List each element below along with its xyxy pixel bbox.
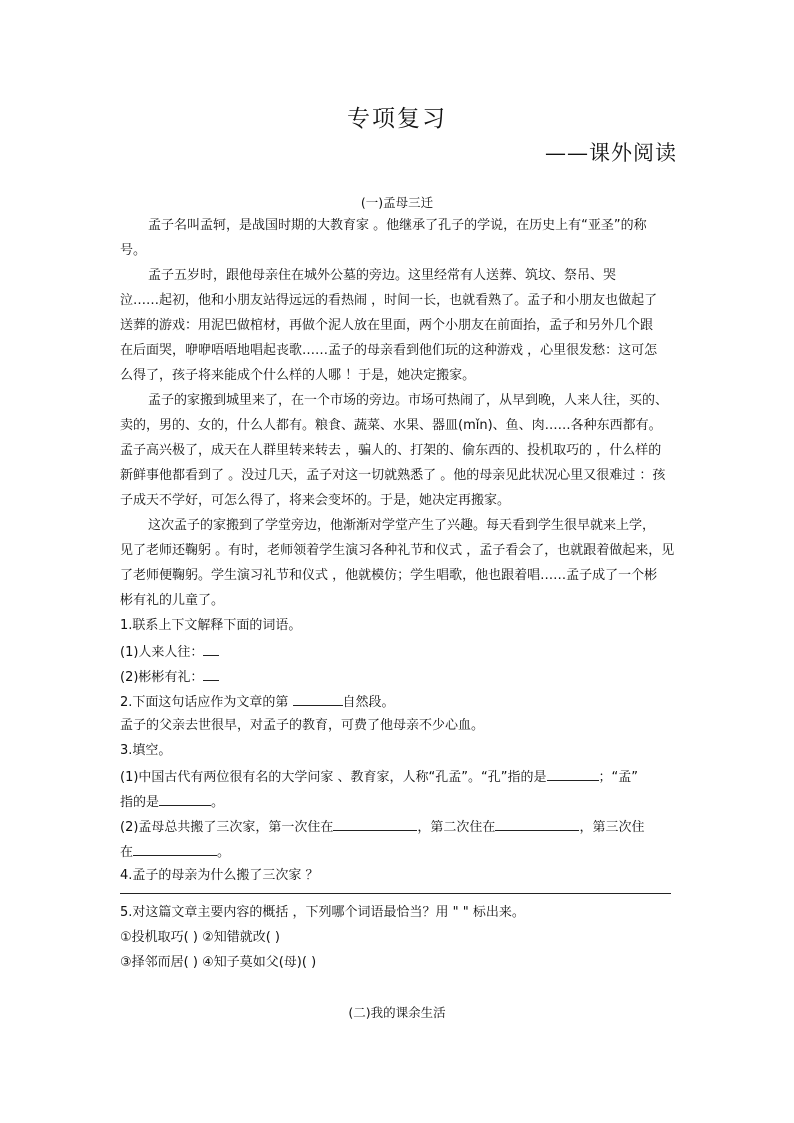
question-3a <box>120 768 638 786</box>
paragraph-line: 么得了，孩子将来能成个什么样的人哪 ！于是，她决定搬家。 <box>120 368 476 383</box>
answer-blank[interactable] <box>133 843 217 856</box>
question-3a2-suffix: 。 <box>211 795 225 810</box>
question-1b <box>120 668 219 686</box>
paragraph-line: 送葬的游戏：用泥巴做棺材，再做个泥人放在里面，两个小朋友在前面抬，孟子和另外几个跟 <box>120 318 654 333</box>
question-1a <box>120 643 219 661</box>
question-3a-text: (1)中国古代有两位很有名的大学问家 、教育家，人称“孔孟”。“孔”指的是 <box>120 770 547 785</box>
question-2-sentence: 孟子的父亲去世很早，对孟子的教育，可费了他母亲不少心血。 <box>120 718 485 733</box>
question-3b-mid1: ，第二次住在 <box>417 820 496 835</box>
paragraph-line: 孟子五岁时，跟他母亲住在城外公墓的旁边。这里经常有人送葬、筑坟、祭吊、哭 <box>148 268 617 283</box>
question-3a-mid: ；“孟” <box>598 770 638 785</box>
question-5: 5.对这篇文章主要内容的概括 ，下列哪个词语最恰当？用 " " 标出来。 <box>120 905 525 920</box>
question-3a-cont <box>120 793 224 811</box>
answer-blank[interactable] <box>495 818 579 831</box>
paragraph-line: 孟子名叫孟轲，是战国时期的大教育家 。他继承了孔子的学说，在历史上有“亚圣”的称 <box>148 218 647 233</box>
page-title: 专项复习 <box>347 106 447 132</box>
question-3b2-suffix: 。 <box>217 845 231 860</box>
question-3a2-text: 指的是 <box>120 795 160 810</box>
question-1a-text: (1)人来人往： <box>120 645 204 660</box>
question-2-text: 2.下面这句话应作为文章的第 <box>120 695 293 710</box>
paragraph-line: 彬有礼的儿童了。 <box>120 593 225 608</box>
question-5-options-row-1: ①投机取巧( ) ②知错就改( ) <box>120 930 280 945</box>
question-1b-text: (2)彬彬有礼： <box>120 670 204 685</box>
question-3b <box>120 818 644 836</box>
paragraph-line: 这次孟子的家搬到了学堂旁边，他渐渐对学堂产生了兴趣。每天看到学生很早就来上学， <box>148 518 656 533</box>
section-heading-2: (二)我的课余生活 <box>348 1005 446 1020</box>
question-2 <box>120 693 395 711</box>
paragraph-line: 号。 <box>120 243 147 258</box>
question-4: 4.孟子的母亲为什么搬了三次家 ？ <box>120 868 319 883</box>
question-3b-cont <box>120 843 230 861</box>
page-subtitle: ——课外阅读 <box>545 141 677 165</box>
paragraph-line: 了老师便鞠躬。学生演习礼节和仪式 ，他就模仿；学生唱歌，他也跟着唱……孟子成了一个彬 <box>120 568 658 583</box>
question-1: 1.联系上下文解释下面的词语。 <box>120 618 302 633</box>
question-2-suffix: 自然段。 <box>342 695 395 710</box>
question-3b-mid2: ，第三次住 <box>579 820 645 835</box>
answer-blank[interactable] <box>333 818 417 831</box>
question-3b2-text: 在 <box>120 845 134 860</box>
question-3b-text: (2)孟母总共搬了三次家，第一次住在 <box>120 820 334 835</box>
answer-blank[interactable] <box>159 793 211 806</box>
answer-blank[interactable] <box>203 668 219 681</box>
question-3: 3.填空。 <box>120 743 172 758</box>
paragraph-line: 卖的，男的、女的，什么人都有。粮食、蔬菜、水果、器皿(mǐn)、鱼、肉……各种东西都有。 <box>120 418 662 433</box>
paragraph-line: 泣……起初，他和小朋友站得远远的看热闹 ，时间一长，也就看熟了。孟子和小朋友也做起了 <box>120 293 658 308</box>
answer-blank[interactable] <box>203 643 219 656</box>
answer-blank[interactable] <box>293 693 343 706</box>
paragraph-line: 新鲜事他都看到了 。没过几天，孟子对这一切就熟悉了 。他的母亲见此状况心里又很难过 ：孩 <box>120 468 666 483</box>
answer-line[interactable] <box>120 893 671 894</box>
paragraph-line: 子成天不学好，可怎么得了，将来会变坏的。于是，她决定再搬家。 <box>120 493 511 508</box>
section-heading-1: (一)孟母三迁 <box>360 195 434 210</box>
paragraph-line: 在后面哭，咿咿唔唔地唱起丧歌……孟子的母亲看到他们玩的这种游戏 ，心里很发愁：这可怎 <box>120 343 658 358</box>
answer-blank[interactable] <box>547 768 599 781</box>
paragraph-line: 见了老师还鞠躬 。有时，老师领着学生演习各种礼节和仪式 ，孟子看会了，也就跟着做起来，见 <box>120 543 675 558</box>
paragraph-line: 孟子高兴极了，成天在人群里转来转去 ，骗人的、打架的、偷东西的、投机取巧的 ，什么样的 <box>120 443 662 458</box>
question-5-options-row-2: ③择邻而居( ) ④知子莫如父(母)( ) <box>120 955 317 970</box>
paragraph-line: 孟子的家搬到城里来了，在一个市场的旁边。市场可热闹了，从早到晚，人来人往，买的、 <box>148 393 669 408</box>
